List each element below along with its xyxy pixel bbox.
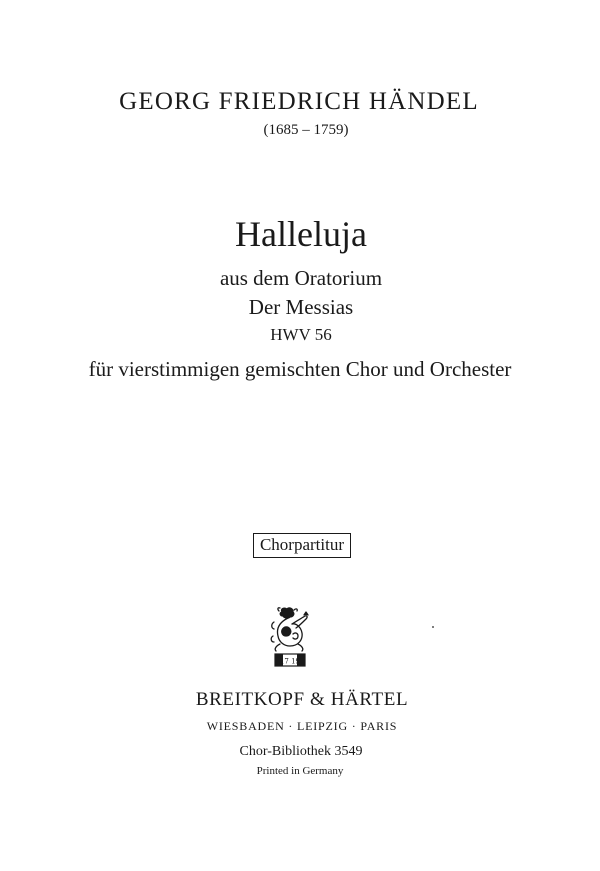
series-number: Chor-Bibliothek 3549 — [239, 744, 363, 759]
publisher-name: BREITKOPF & HÄRTEL — [195, 689, 409, 710]
paper-speck — [432, 626, 434, 628]
publisher-cities: WIESBADEN · LEIPZIG · PARIS — [206, 719, 398, 733]
printed-in-note: Printed in Germany — [256, 765, 344, 777]
svg-text:17 19: 17 19 — [279, 657, 301, 666]
composer-name: GEORG FRIEDRICH HÄNDEL — [119, 88, 479, 115]
catalog-number: HWV 56 — [270, 325, 332, 344]
edition-type-label: Chorpartitur — [253, 533, 351, 558]
breitkopf-haertel-logo-icon — [268, 606, 312, 672]
work-subtitle-2: Der Messias — [248, 295, 354, 319]
work-subtitle-1: aus dem Oratorium — [219, 266, 383, 290]
work-title: Halleluja — [235, 214, 367, 254]
composer-dates: (1685 – 1759) — [263, 122, 349, 138]
edition-type-wrapper — [0, 533, 600, 558]
scoring-description: für vierstimmigen gemischten Chor und Orchester — [88, 357, 512, 381]
